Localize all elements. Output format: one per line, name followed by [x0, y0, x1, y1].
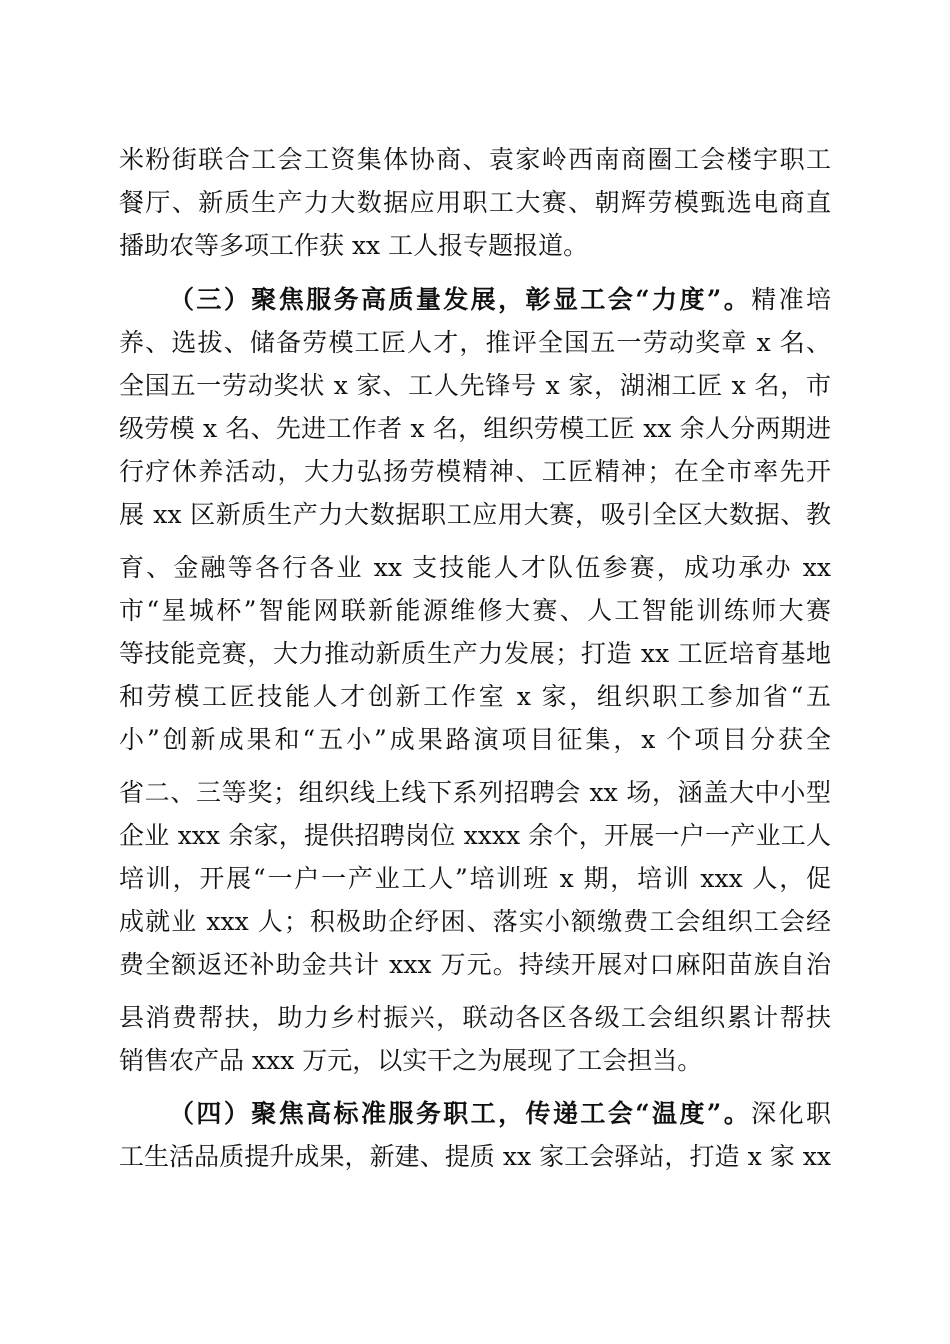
text-line: 成就业 xxx 人；积极助企纾困、落实小额缴费工会组织工会经: [119, 907, 831, 936]
text-line: 和劳模工匠技能人才创新工作室 x 家，组织职工参加省“五: [119, 682, 831, 711]
text-line: 育、金融等各行各业 xx 支技能人才队伍参赛，成功承办 xx: [119, 553, 831, 582]
text-line: 展 xx 区新质生产力大数据职工应用大赛，吸引全区大数据、教: [119, 500, 831, 529]
text-run: 深化职: [751, 1099, 831, 1128]
text-line: 销售农产品 xxx 万元，以实干之为展现了工会担当。: [119, 1046, 703, 1075]
text-line: 等技能竞赛，大力推动新质生产力发展；打造 xx 工匠培育基地: [119, 639, 831, 668]
section-heading: （四）聚焦高标准服务职工，传递工会“温度”。: [169, 1099, 752, 1128]
text-line: 餐厅、新质生产力大数据应用职工大赛、朝辉劳模甄选电商直: [119, 188, 831, 217]
text-line: 培训，开展“一户一产业工人”培训班 x 期，培训 xxx 人，促: [119, 864, 831, 893]
text-line: 行疗休养活动，大力弘扬劳模精神、工匠精神；在全市率先开: [119, 457, 831, 486]
text-line: 全国五一劳动奖状 x 家、工人先锋号 x 家，湖湘工匠 x 名，市: [119, 371, 831, 400]
text-line: 县消费帮扶，助力乡村振兴，联动各区各级工会组织累计帮扶: [119, 1003, 831, 1032]
text-line: 省二、三等奖；组织线上线下系列招聘会 xx 场，涵盖大中小型: [119, 778, 831, 807]
paragraph-first-line: [169, 1097, 831, 1133]
text-line: 米粉街联合工会工资集体协商、袁家岭西南商圈工会楼宇职工: [119, 145, 831, 174]
text-line: 市“星城杯”智能网联新能源维修大赛、人工智能训练师大赛: [119, 596, 831, 625]
text-line: 工生活品质提升成果，新建、提质 xx 家工会驿站，打造 x 家 xx: [119, 1142, 831, 1171]
text-line: 小”创新成果和“五小”成果路演项目征集，x 个项目分获全: [119, 725, 831, 754]
section-heading: （三）聚焦服务高质量发展，彰显工会“力度”。: [169, 285, 752, 314]
text-line: 企业 xxx 余家，提供招聘岗位 xxxx 余个，开展一户一产业工人: [119, 821, 831, 850]
text-run: 精准培: [751, 285, 831, 314]
text-line: 养、选拔、储备劳模工匠人才，推评全国五一劳动奖章 x 名、: [119, 328, 831, 357]
text-line: 费全额返还补助金共计 xxx 万元。持续开展对口麻阳苗族自治: [119, 950, 831, 979]
text-line: 播助农等多项工作获 xx 工人报专题报道。: [119, 231, 589, 260]
text-line: 级劳模 x 名、先进工作者 x 名，组织劳模工匠 xx 余人分两期进: [119, 414, 831, 443]
paragraph-first-line: [169, 283, 831, 319]
